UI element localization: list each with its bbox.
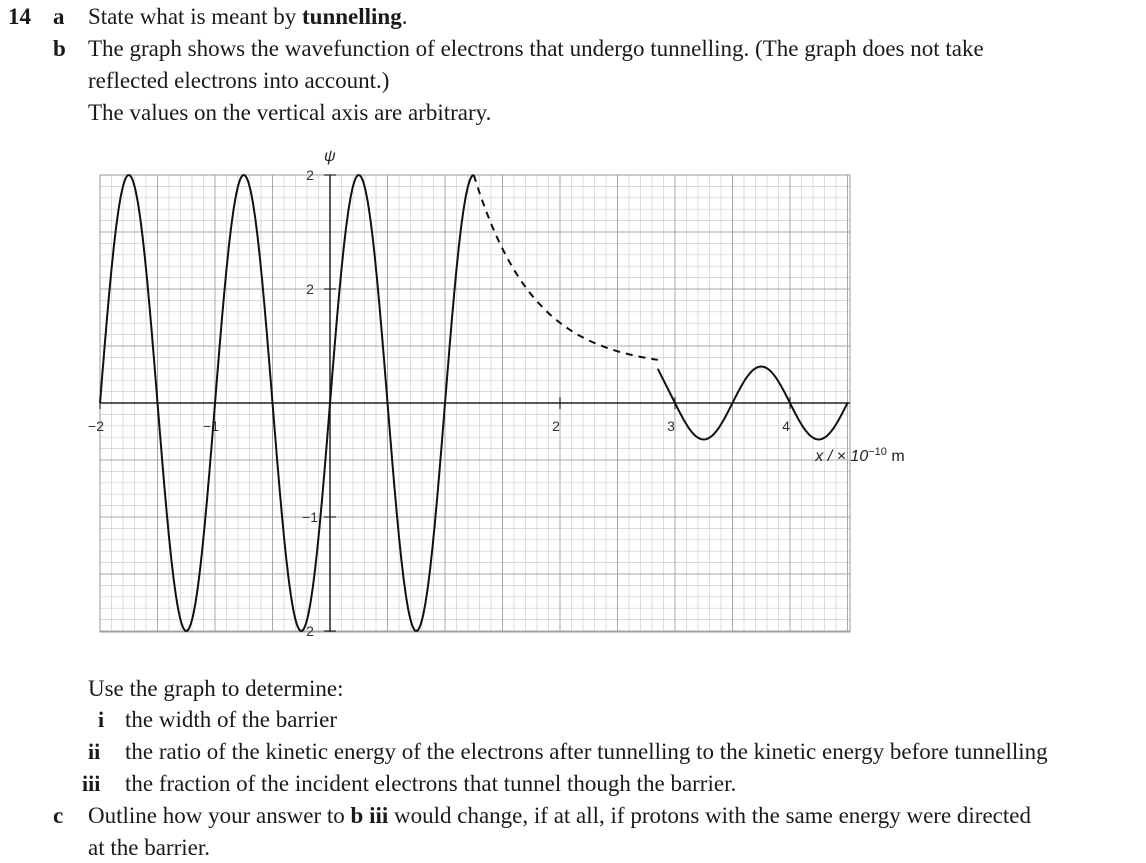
y-tick-label: 2: [306, 167, 314, 183]
part-a-text: State what is meant by tunnelling.: [88, 4, 408, 29]
sub-i-text: the width of the barrier: [125, 707, 338, 732]
x-tick-label: 4: [782, 418, 790, 434]
part-b-line-1: The graph shows the wavefunction of electrons that undergo tunnelling. (The graph does not take: [88, 36, 984, 61]
sub-iii-text: the fraction of the incident electrons that tunnel though the barrier.: [125, 771, 737, 796]
y-tick-label: 2: [306, 281, 314, 297]
x-tick-label: 3: [667, 418, 675, 434]
y-tick-label: −1: [302, 509, 318, 525]
x-tick-label: −2: [88, 418, 104, 434]
sub-i-label: i: [98, 707, 105, 732]
part-c-label: c: [53, 803, 64, 828]
x-tick-label: −1: [203, 418, 219, 434]
question-number: 14: [8, 4, 31, 29]
part-b-line-2: reflected electrons into account.): [88, 68, 390, 93]
part-c-line-1: Outline how your answer to b iii would change, if at all, if protons with the same energy were directed: [88, 803, 1031, 828]
sub-ii-text: the ratio of the kinetic energy of the electrons after tunnelling to the kinetic energy before tunnelling: [125, 739, 1048, 764]
y-axis-label: ψ: [324, 148, 336, 165]
part-b-label: b: [53, 36, 66, 61]
part-b-line-3: The values on the vertical axis are arbitrary.: [88, 100, 492, 125]
part-a-label: a: [53, 4, 65, 29]
sub-ii-label: ii: [88, 739, 101, 764]
x-axis-label: x / × $10^{-10}$ m: [815, 446, 905, 465]
sub-iii-label: iii: [82, 771, 101, 796]
barrier-decay-curve: [474, 175, 658, 360]
determine-intro: Use the graph to determine:: [88, 676, 344, 701]
y-tick-label: 2: [306, 623, 314, 639]
part-c-line-2: at the barrier.: [88, 835, 210, 860]
x-tick-label: 2: [552, 418, 560, 434]
